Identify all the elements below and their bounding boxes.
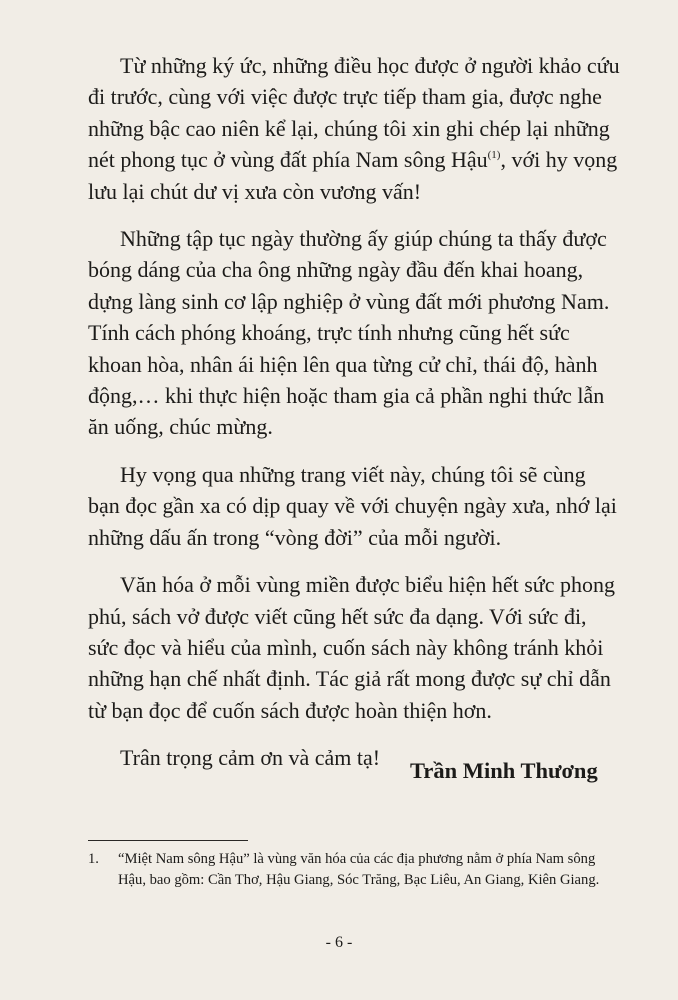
footnote-number: 1. <box>88 851 99 867</box>
paragraph-line: khoan hòa, nhân ái hiện lên qua từng cử chỉ, thái độ, hành <box>88 351 598 377</box>
paragraph-line: động,… khi thực hiện hoặc tham gia cả phần nghi thức lẫn <box>88 383 605 409</box>
paragraph-line: sức đọc và hiểu của mình, cuốn sách này không tránh khỏi <box>88 634 604 660</box>
paragraph-line: Văn hóa ở mỗi vùng miền được biểu hiện hết sức phong <box>120 572 615 598</box>
footnote <box>88 849 643 891</box>
paragraph-line-with-footnote <box>88 144 643 175</box>
paragraph-line: lưu lại chút dư vị xưa còn vương vấn! <box>88 178 422 204</box>
paragraph-line: Hy vọng qua những trang viết này, chúng tôi sẽ cùng <box>120 461 586 487</box>
paragraph-line: những dấu ấn trong “vòng đời” của mỗi người. <box>88 524 502 550</box>
paragraph-line: dựng làng sinh cơ lập nghiệp ở vùng đất mới phương Nam. <box>88 288 610 314</box>
body-text <box>88 50 643 790</box>
paragraph-line: ăn uống, chúc mừng. <box>88 414 273 440</box>
paragraph-line: bóng dáng của cha ông những ngày đầu đến khai hoang, <box>88 257 584 283</box>
paragraph-line: đi trước, cùng với việc được trực tiếp tham gia, được nghe <box>88 84 602 110</box>
paragraph-line: Trân trọng cảm ơn và cảm tạ! <box>120 745 381 771</box>
paragraph-line-text: nét phong tục ở vùng đất phía Nam sông Hậu <box>88 147 488 173</box>
paragraph-line: từ bạn đọc để cuốn sách được hoàn thiện hơn. <box>88 697 492 723</box>
paragraph-line: Những tập tục ngày thường ấy giúp chúng ta thấy được <box>120 226 607 252</box>
footnote-line: Hậu, bao gồm: Cần Thơ, Hậu Giang, Sóc Trăng, Bạc Liêu, An Giang, Kiên Giang. <box>118 872 600 888</box>
paragraph-line: Tính cách phóng khoáng, trực tính nhưng cũng hết sức <box>88 320 570 346</box>
paragraph-4 <box>88 569 643 726</box>
paragraph-line-continuation: , với hy vọng <box>500 147 618 173</box>
footnote-line: “Miệt Nam sông Hậu” là vùng văn hóa của các địa phương nằm ở phía Nam sông <box>118 851 596 867</box>
paragraph-3 <box>88 459 643 553</box>
footnote-text <box>88 849 643 891</box>
paragraph-line: bạn đọc gần xa có dịp quay về với chuyện ngày xưa, nhớ lại <box>88 493 617 519</box>
footnote-reference: (1) <box>487 149 501 162</box>
paragraph-line: Từ những ký ức, những điều học được ở người khảo cứu <box>120 53 620 78</box>
paragraph-line: những hạn chế nhất định. Tác giả rất mong được sự chỉ dẫn <box>88 666 611 692</box>
paragraph-line: những bậc cao niên kể lại, chúng tôi xin ghi chép lại những <box>88 115 610 141</box>
footnote-divider <box>88 840 248 841</box>
author-signature: Trần Minh Thương <box>410 758 598 783</box>
paragraph-line: phú, sách vở được viết cũng hết sức đa dạng. Với sức đi, <box>88 603 587 629</box>
paragraph-2 <box>88 223 643 443</box>
paragraph-1 <box>88 50 643 207</box>
page-number: - 6 - <box>325 934 353 951</box>
